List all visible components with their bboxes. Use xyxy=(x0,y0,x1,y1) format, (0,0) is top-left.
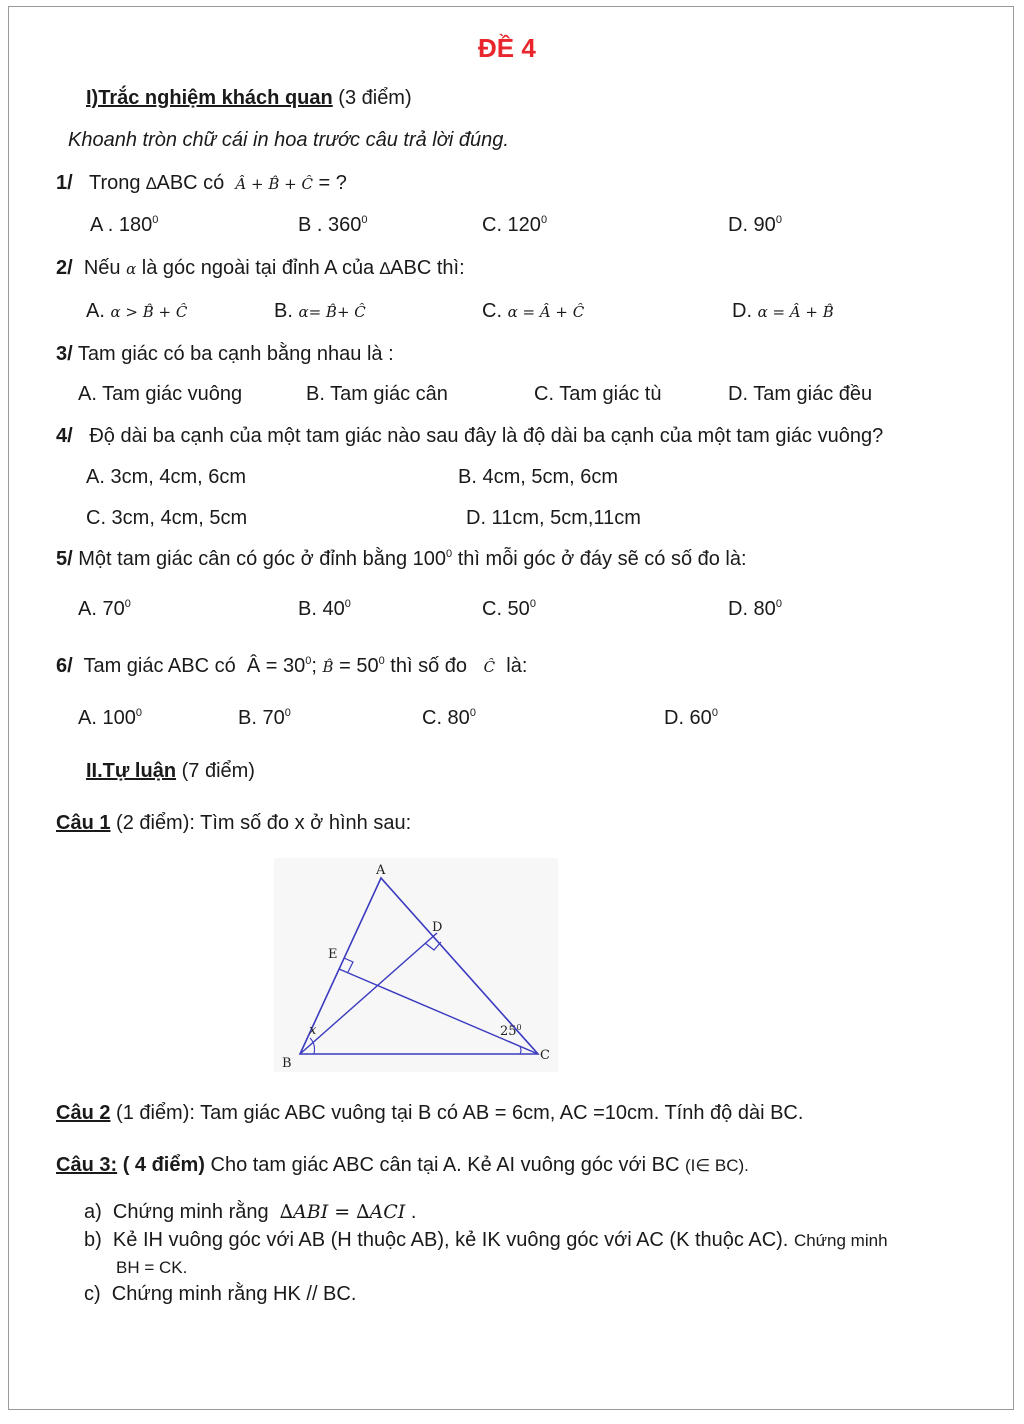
question-text: = 50 xyxy=(339,655,379,677)
label-b: B xyxy=(282,1056,292,1071)
cau3-note: (I∈ BC). xyxy=(684,1156,749,1175)
cau2-text: (1 điểm): Tam giác ABC vuông tại B có AB = 6cm, AC =10cm. Tính độ dài BC. xyxy=(116,1102,804,1124)
question-text: = 30 xyxy=(265,655,306,677)
cau2-label: Câu 2 xyxy=(56,1102,111,1124)
degree-sup: 0 xyxy=(446,548,453,560)
label-a: A xyxy=(376,863,386,878)
congruence-expression: ∆ABI = ∆ACI xyxy=(279,1201,406,1223)
option-6c[interactable]: C. $80^0$ xyxy=(422,707,476,729)
question-text: ABC thì: xyxy=(390,257,465,279)
question-3 xyxy=(56,342,394,366)
question-5 xyxy=(56,547,747,571)
question-number: 6/ xyxy=(56,655,73,677)
question-number: 3/ xyxy=(56,343,73,365)
question-text: Tam giác ABC có xyxy=(83,655,236,677)
option-6b[interactable]: B. $70^0$ xyxy=(238,707,291,729)
cau3-item-b: b) Kẻ IH vuông góc với AB (H thuộc AB), kẻ IK vuông góc với AC (K thuộc AC). Chứng minh xyxy=(84,1229,888,1251)
cau3-label: Câu 3: xyxy=(56,1154,118,1176)
option-6a[interactable]: A. $100^0$ xyxy=(78,707,142,729)
option-5a[interactable]: A. $70^0$ xyxy=(78,598,131,620)
option-1b[interactable]: B . $360^0$ xyxy=(298,214,368,236)
option-4d[interactable]: D. 11cm, 5cm,11cm xyxy=(466,507,641,529)
question-1 xyxy=(56,171,347,196)
question-text: Một tam giác cân có góc ở đỉnh bằng 100 xyxy=(78,548,447,570)
option-2d[interactable]: D. α = Â + B̂ xyxy=(732,300,834,322)
part1-heading-line xyxy=(86,86,412,110)
cau3-item-a: a) Chứng minh rằng ∆ABI = ∆ACI . xyxy=(84,1201,417,1223)
label-x: x xyxy=(309,1023,317,1038)
angle-a-symbol: Â xyxy=(246,655,261,677)
question-text: Nếu xyxy=(83,257,121,279)
question-6: 6/ Tam giác ABC có Â = $30^0$; B̂ = $50^0$ thì số đo Ĉ là: xyxy=(56,655,528,677)
triangle-figure xyxy=(274,858,558,1072)
instruction: Khoanh tròn chữ cái in hoa trước câu trả lời đúng. xyxy=(68,129,509,151)
question-text: Độ dài ba cạnh của một tam giác nào sau đây là độ dài ba cạnh của một tam giác vuông? xyxy=(89,425,884,447)
question-number: 5/ xyxy=(56,548,73,570)
part2-points: (7 điểm) xyxy=(181,760,255,782)
angle-sum-expression: Â + B̂ + Ĉ xyxy=(235,175,313,193)
triangle-symbol: ∆ xyxy=(379,259,391,278)
cau3-points: ( 4 điểm) xyxy=(122,1154,205,1176)
cau3-line xyxy=(56,1153,749,1178)
cau1-label: Câu 1 xyxy=(56,812,111,834)
option-4c[interactable]: C. 3cm, 4cm, 5cm xyxy=(86,507,248,529)
angle-c-symbol: Ĉ xyxy=(483,658,496,676)
question-4 xyxy=(56,424,883,448)
option-1a[interactable]: A . $180^0$ xyxy=(90,214,159,236)
cau1-text: (2 điểm): Tìm số đo x ở hình sau: xyxy=(116,812,412,834)
option-1c[interactable]: C. $120^0$ xyxy=(482,214,548,236)
label-c: C xyxy=(540,1048,550,1063)
cau3-text: Cho tam giác ABC cân tại A. Kẻ AI vuông góc với BC xyxy=(210,1154,680,1176)
question-text: = ? xyxy=(318,172,347,194)
cau2-line xyxy=(56,1101,803,1125)
option-3c[interactable]: C. Tam giác tù xyxy=(534,383,662,405)
option-5b[interactable]: B. $40^0$ xyxy=(298,598,351,620)
question-number: 1/ xyxy=(56,172,73,194)
label-25: $25^0$ xyxy=(500,1023,522,1039)
option-4b[interactable]: B. 4cm, 5cm, 6cm xyxy=(458,466,619,488)
question-2 xyxy=(56,256,465,281)
option-6d[interactable]: D. $60^0$ xyxy=(664,707,718,729)
part2-heading: II.Tự luận xyxy=(86,760,177,782)
question-text: là: xyxy=(506,655,528,677)
question-text: là góc ngoài tại đỉnh A của xyxy=(141,257,375,279)
option-1d[interactable]: D. $90^0$ xyxy=(728,214,782,236)
angle-b-symbol: B̂ xyxy=(322,658,334,676)
option-2a[interactable]: A. α > B̂ + Ĉ xyxy=(86,300,188,322)
option-2b[interactable]: B. α= B̂+ Ĉ xyxy=(274,300,366,322)
option-3d[interactable]: D. Tam giác đều xyxy=(728,383,873,405)
question-number: 2/ xyxy=(56,257,73,279)
part2-heading-line xyxy=(86,759,255,783)
part1-heading: I)Trắc nghiệm khách quan xyxy=(86,87,333,109)
cau1-line xyxy=(56,811,411,835)
option-4a[interactable]: A. 3cm, 4cm, 6cm xyxy=(86,466,247,488)
option-5c[interactable]: C. $50^0$ xyxy=(482,598,536,620)
alpha-symbol: α xyxy=(126,260,137,278)
option-2c[interactable]: C. α = Â + Ĉ xyxy=(482,300,585,322)
question-text: ABC có xyxy=(156,172,225,194)
triangle-symbol: ∆ xyxy=(146,174,157,193)
option-3a[interactable]: A. Tam giác vuông xyxy=(78,383,243,405)
label-e: E xyxy=(328,947,338,962)
question-text: Tam giác có ba cạnh bằng nhau là : xyxy=(77,343,394,365)
question-text: Trong xyxy=(89,172,141,194)
question-text: thì mỗi góc ở đáy sẽ có số đo là: xyxy=(457,548,747,570)
option-3b[interactable]: B. Tam giác cân xyxy=(306,383,448,405)
label-d: D xyxy=(432,920,443,935)
exam-title: ĐỀ 4 xyxy=(478,33,536,63)
cau3-item-b-cont: BH = CK. xyxy=(116,1258,188,1277)
cau3-item-c: c) Chứng minh rằng HK // BC. xyxy=(84,1283,357,1305)
part1-points: (3 điểm) xyxy=(338,87,412,109)
question-text: thì số đo xyxy=(390,655,467,677)
question-number: 4/ xyxy=(56,425,73,447)
option-5d[interactable]: D. $80^0$ xyxy=(728,598,782,620)
